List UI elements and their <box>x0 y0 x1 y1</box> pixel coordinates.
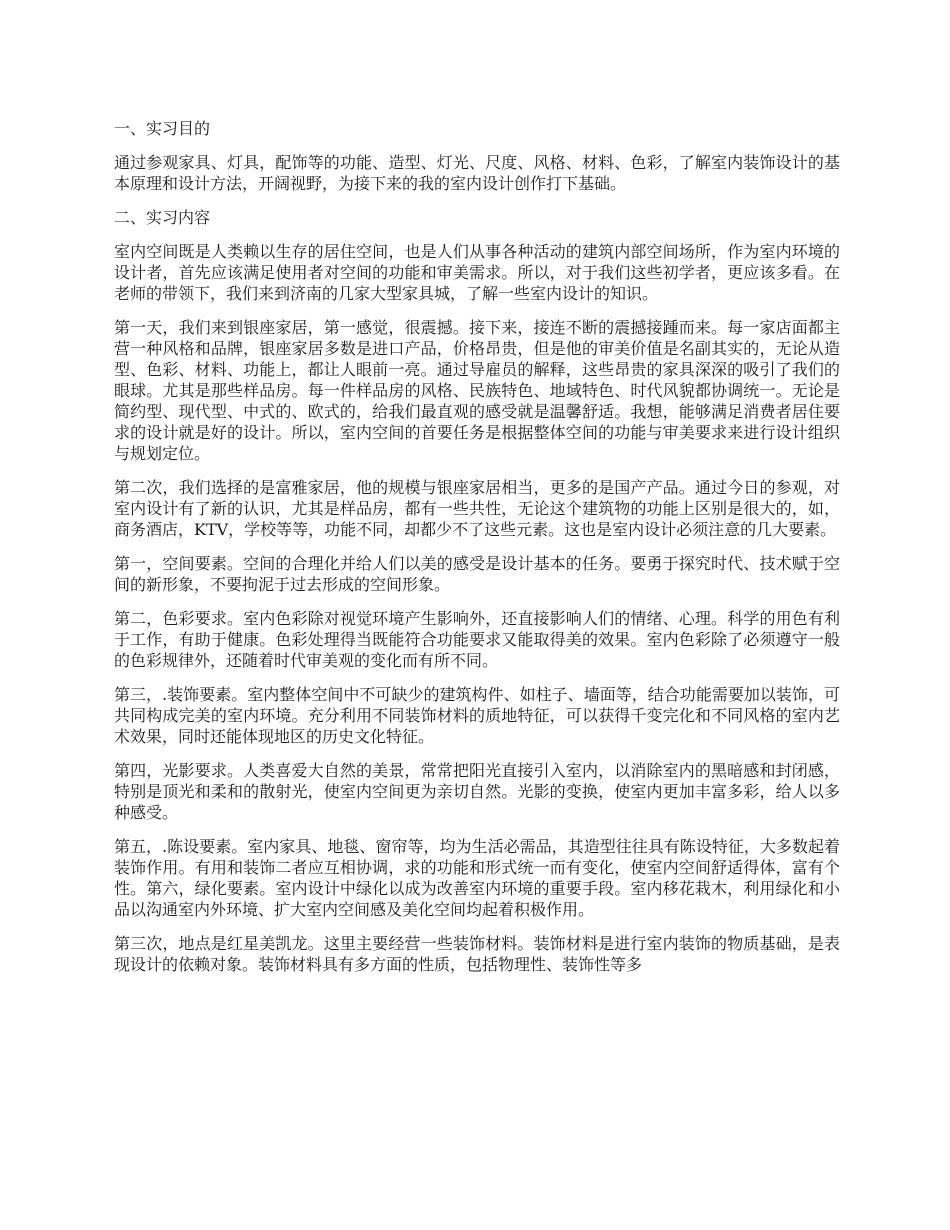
paragraph-furnishing-element: 第五，.陈设要素。室内家具、地毯、窗帘等，均为生活必需品，其造型往往具有陈设特征，大多数起着装饰作用。有用和装饰二者应互相协调，求的功能和形式统一而有变化，使室内空间舒适得体，富有个性。第六，绿化要素。室内设计中绿化以成为改善室内环境的重要手段。室内移花栽木，利用绿化和小品以沟通室内外环境、扩大室内空间感及美化空间均起着积极作用。 <box>114 837 840 919</box>
paragraph-decoration-element: 第三，.装饰要素。室内整体空间中不可缺少的建筑构件、如柱子、墙面等，结合功能需要加以装饰，可共同构成完美的室内环境。充分利用不同装饰材料的质地特征，可以获得千变完化和不同风格的室内艺术效果，同时还能体现地区的历史文化特征。 <box>114 685 840 746</box>
paragraph-intro: 室内空间既是人类赖以生存的居住空间，也是人们从事各种活动的建筑内部空间场所，作为室内环境的设计者，首先应该满足使用者对空间的功能和审美需求。所以，对于我们这些初学者，更应该多看。在老师的带领下，我们来到济南的几家大型家具城，了解一些室内设计的知识。 <box>114 242 840 303</box>
paragraph-day-one: 第一天，我们来到银座家居，第一感觉，很震撼。接下来，接连不断的震撼接踵而来。每一家店面都主营一种风格和品牌，银座家居多数是进口产品，价格昂贵，但是他的审美价值是名副其实的，无论从造型、色彩、材料、功能上，都让人眼前一亮。通过导雇员的解释，这些昂贵的家具深深的吸引了我们的眼球。尤其是那些样品房。每一件样品房的风格、民族特色、地域特色、时代风貌都协调统一。无论是简约型、现代型、中式的、欧式的，给我们最直观的感受就是温馨舒适。我想，能够满足消费者居住要求的设计就是好的设计。所以，室内空间的首要任务是根据整体空间的功能与审美要求来进行设计组织与规划定位。 <box>114 318 840 463</box>
section-heading-content: 二、实习内容 <box>114 208 211 227</box>
paragraph-purpose: 通过参观家具、灯具，配饰等的功能、造型、灯光、尺度、风格、材料、色彩，了解室内装饰设计的基本原理和设计方法，开阔视野，为接下来的我的室内设计创作打下基础。 <box>114 153 840 193</box>
paragraph-second-visit: 第二次，我们选择的是富雅家居，他的规模与银座家居相当，更多的是国产产品。通过今日的参观，对室内设计有了新的认识，尤其是样品房，都有一些共性，无论这个建筑物的功能上区别是很大的，如，商务酒店，KTV，学校等等，功能不同，却都少不了这些元素。这也是室内设计必须注意的几大要素。 <box>114 478 840 539</box>
document-body <box>114 118 840 975</box>
paragraph-space-element: 第一，空间要素。空间的合理化并给人们以美的感受是设计基本的任务。要勇于探究时代、技术赋于空间的新形象，不要拘泥于过去形成的空间形象。 <box>114 554 840 594</box>
paragraph-light-element: 第四，光影要求。人类喜爱大自然的美景，常常把阳光直接引入室内，以消除室内的黑暗感和封闭感，特别是顶光和柔和的散射光，使室内空间更为亲切自然。光影的变换，使室内更加丰富多彩，给人以多种感受。 <box>114 761 840 822</box>
section-heading-purpose: 一、实习目的 <box>114 119 211 138</box>
paragraph-color-element: 第二，色彩要求。室内色彩除对视觉环境产生影响外，还直接影响人们的情绪、心理。科学的用色有利于工作，有助于健康。色彩处理得当既能符合功能要求又能取得美的效果。室内色彩除了必须遵守一般的色彩规律外，还随着时代审美观的变化而有所不同。 <box>114 609 840 670</box>
paragraph-third-visit: 第三次，地点是红星美凯龙。这里主要经营一些装饰材料。装饰材料是进行室内装饰的物质基础，是表现设计的依赖对象。装饰材料具有多方面的性质，包括物理性、装饰性等多 <box>114 934 840 974</box>
